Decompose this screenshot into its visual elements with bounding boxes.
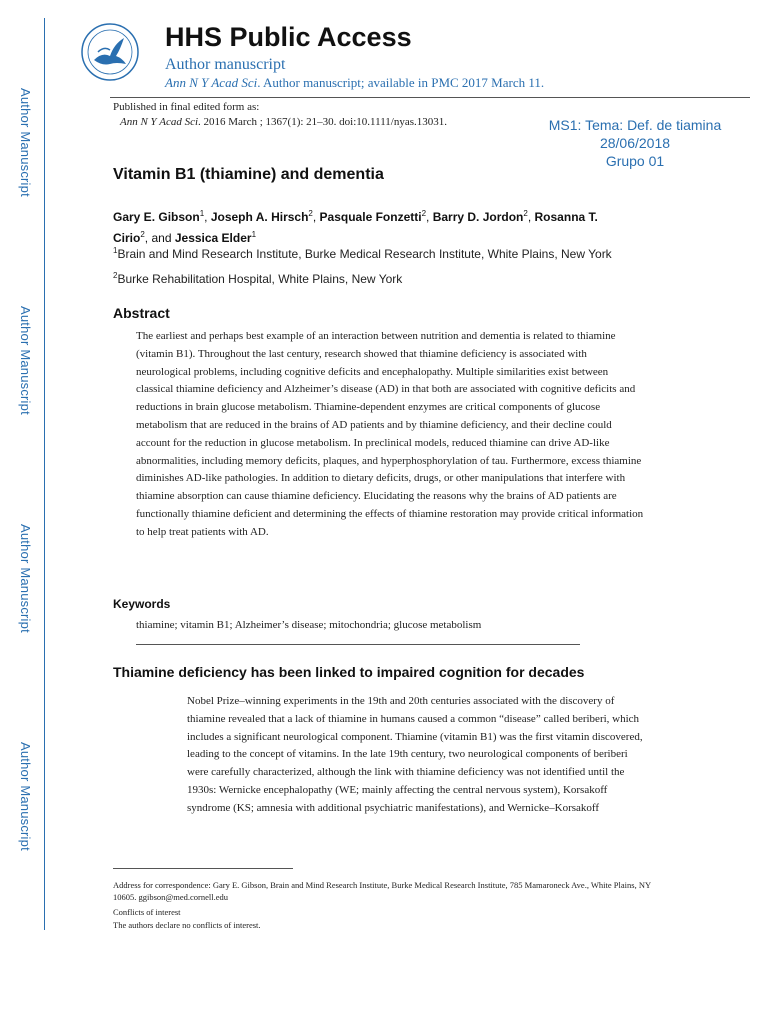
article-title: Vitamin B1 (thiamine) and dementia: [113, 166, 384, 183]
author-affiliation: 2: [308, 209, 313, 218]
keywords-heading: Keywords: [113, 597, 171, 611]
conflicts-statement: The authors declare no conflicts of interest.: [113, 920, 261, 930]
author-affiliation: 2: [140, 230, 145, 239]
margin-label: Author Manuscript: [18, 88, 33, 197]
journal-name: Ann N Y Acad Sci: [165, 75, 258, 90]
authors-and: and: [151, 231, 172, 245]
conflicts-heading: Conflicts of interest: [113, 907, 181, 917]
note-line-3: Grupo 01: [605, 153, 665, 169]
author-affiliation: 2: [523, 209, 528, 218]
section-heading: Thiamine deficiency has been linked to impaired cognition for decades: [113, 664, 585, 680]
author-name: Rosanna T. Cirio: [113, 210, 598, 245]
author-name: Barry D. Jordon: [432, 210, 524, 224]
author-name: Gary E. Gibson: [113, 210, 200, 224]
author-affiliation: 2: [421, 209, 427, 218]
keywords-list: thiamine; vitamin B1; Alzheimer’s disease; mitochondria; glucose metabolism: [136, 619, 482, 631]
handwritten-note: [530, 116, 740, 170]
margin-label: Author Manuscript: [18, 306, 33, 415]
header-rule: [110, 97, 750, 98]
header-subtitle: Author manuscript: [165, 56, 286, 73]
author-affiliation: 1: [199, 209, 205, 218]
published-journal: Ann N Y Acad Sci: [120, 116, 199, 128]
author-name: Pasquale Fonzetti: [319, 210, 422, 224]
margin-label: Author Manuscript: [18, 524, 33, 633]
abstract-heading: Abstract: [113, 305, 170, 321]
margin-label: Author Manuscript: [18, 742, 33, 851]
affiliation-number: 2: [113, 271, 118, 280]
correspondence-address: Address for correspondence: Gary E. Gibson, Brain and Mind Research Institute, Burke Medical Research Institute, 785 Mamaroneck Ave., White Plains, NY 10605. ggibson@med.cornell.edu: [113, 880, 651, 902]
note-line-2: 28/06/2018: [599, 135, 671, 151]
affiliation: [113, 246, 612, 261]
author-name: Joseph A. Hirsch: [210, 210, 309, 224]
keywords-rule: [136, 644, 580, 645]
affiliation-text: Brain and Mind Research Institute, Burke Medical Research Institute, White Plains, New York: [117, 247, 612, 261]
footnote-rule: [113, 868, 293, 869]
author-affiliation: 1: [251, 230, 257, 239]
published-detail: [120, 116, 447, 128]
margin-rule: [44, 18, 45, 930]
published-citation: . 2016 March ; 1367(1): 21–30. doi:10.1111/nyas.13031.: [198, 116, 448, 128]
author-name: Jessica Elder: [174, 231, 252, 245]
header-title: HHS Public Access: [165, 22, 412, 52]
affiliation-text: Burke Rehabilitation Hospital, White Plains, New York: [117, 272, 403, 286]
hhs-seal-icon: [80, 22, 140, 82]
availability-text: . Author manuscript; available in PMC 2017 March 11.: [257, 75, 545, 90]
journal-line: [165, 75, 544, 91]
author-list: Gary E. Gibson$^1$, Joseph A. Hirsch$^2$, Pasquale Fonzetti$^2$, Barry D. Jordon$^2$, Rosanna T. Cirio$^2$, and Jessica Elder$^1$: [113, 209, 598, 245]
note-line-1: MS1: Tema: Def. de tiamina: [548, 117, 722, 133]
abstract-body: The earliest and perhaps best example of an interaction between nutrition and dementia is related to thiamine (vitamin B1). Throughout the last century, research showed that thiamine deficiency is associated with neurological problems, including cognitive deficits and encephalopathy. Multiple similarities exist between classical thiamine deficiency and Alzheimer’s disease (AD) in that both are associated with cognitive deficits and reductions in brain glucose metabolism. Thiamine-dependent enzymes are critical components of glucose metabolism that are reduced in the brains of AD patients and by thiamine deficiency, and their decline could account for the reduction in glucose metabolism. In preclinical models, reduced thiamine can drive AD-like abnormalities, including memory deficits, plaques, and hyperphosphorylation of tau. Furthermore, excess thiamine diminishes AD-like pathologies. In addition to dietary deficits, drugs, or other manipulations that interfere with thiamine absorption can cause thiamine deficiency. Elucidating the reasons why the brains of AD patients are functionally thiamine deficient and determining the effects of thiamine restoration may provide critical information to help treat patients with AD.: [136, 330, 644, 538]
affiliation: [113, 271, 402, 286]
published-label: Published in final edited form as:: [113, 101, 260, 113]
section-body: Nobel Prize–winning experiments in the 19th and 20th centuries associated with the discovery of thiamine revealed that a lack of thiamine in humans caused a common “disease” called beriberi, which includes a significant neurological component. Thiamine (vitamin B1) was the first vitamin discovered, leading to the concept of vitamins. In the late 19th century, two neurological components of beriberi were carefully characterized, although the link with thiamine deficiency was not identified until the 1930s: Wernicke encephalopathy (WE; mainly affecting the central nervous system), Korsakoff syndrome (KS; amnesia with additional psychiatric manifestations), and Wernicke–Korsakoff: [187, 695, 643, 814]
affiliation-number: 1: [113, 246, 118, 255]
